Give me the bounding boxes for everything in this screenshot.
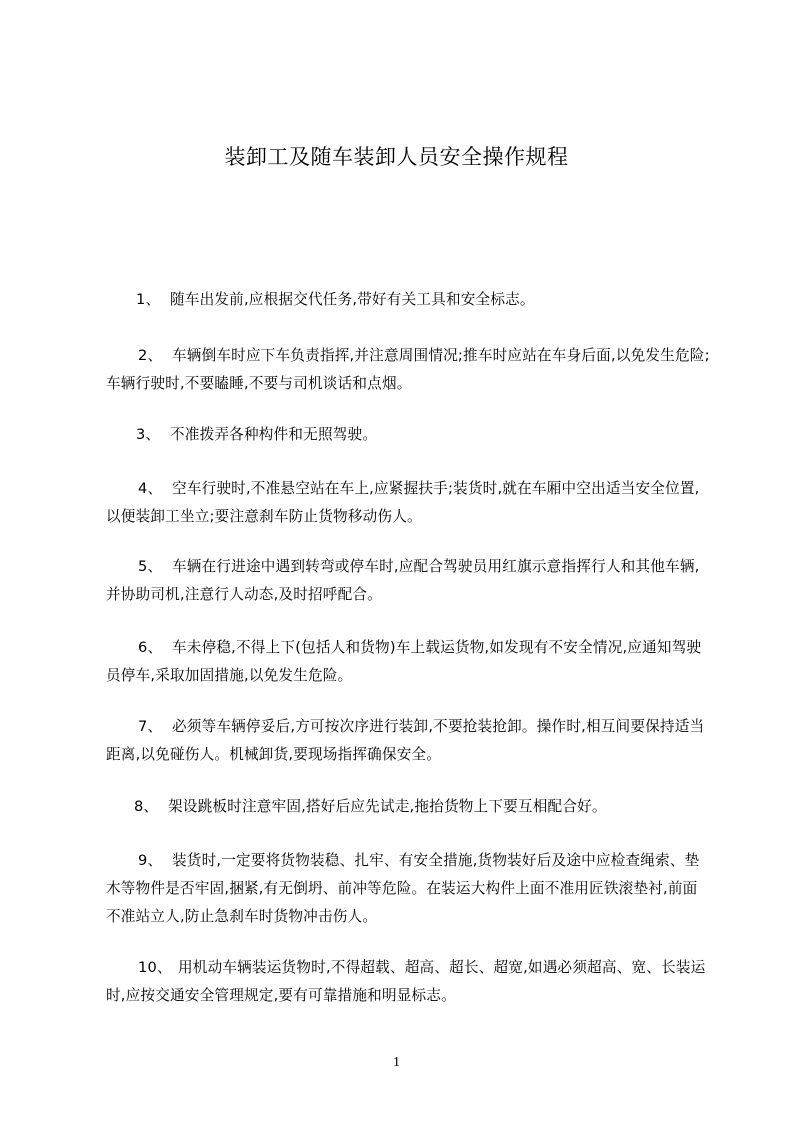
item-number: 10、: [138, 959, 172, 976]
list-item: [106, 475, 710, 531]
item-text: 空车行驶时,不准悬空站在车上,应紧握扶手;装货时,就在车厢中空出适当安全位置,以便装卸工坐立;要注意刹车防止货物移动伤人。: [106, 480, 700, 525]
item-text: 架设跳板时注意牢固,搭好后应先试走,拖抬货物上下要互相配合好。: [168, 798, 607, 815]
item-number: 6、: [138, 639, 163, 656]
item-number: 1、: [136, 291, 161, 308]
list-item: [106, 713, 710, 769]
document-title: 装卸工及随车装卸人员安全操作规程: [224, 145, 569, 169]
item-text: 随车出发前,应根据交代任务,带好有关工具和安全标志。: [170, 291, 535, 308]
item-number: 8、: [134, 798, 159, 815]
item-text: 不准拨弄各种构件和无照驾驶。: [170, 426, 378, 443]
item-number: 2、: [138, 347, 163, 364]
list-item: [106, 847, 710, 931]
list-item: [106, 342, 710, 398]
item-number: 9、: [138, 852, 163, 869]
item-text: 车未停稳,不得上下(包括人和货物)车上载运货物,如发现有不安全情况,应通知驾驶员停车,采取加固措施,以免发生危险。: [106, 639, 702, 684]
list-item: [106, 553, 710, 609]
item-text: 车辆倒车时应下车负责指挥,并注意周围情况;推车时应站在车身后面,以免发生危险;车辆行驶时,不要瞌睡,不要与司机谈话和点烟。: [106, 347, 710, 392]
list-item: [106, 421, 710, 449]
list-item: [106, 954, 710, 1010]
item-text: 装货时,一定要将货物装稳、扎牢、有安全措施,货物装好后及途中应检查绳索、垫木等物件是否牢固,捆紧,有无倒坍、前冲等危险。在装运大构件上面不准用匠铁滚垫衬,前面不准站立人,防止急刹车时货物冲击伤人。: [106, 852, 700, 925]
item-number: 5、: [138, 558, 163, 575]
list-item: [106, 634, 710, 690]
list-item: [106, 793, 710, 821]
list-item: [106, 286, 710, 314]
item-text: 必须等车辆停妥后,方可按次序进行装卸,不要抢装抢卸。操作时,相互间要保持适当距离,以免碰伤人。机械卸货,要现场指挥确保安全。: [106, 718, 705, 763]
item-text: 车辆在行进途中遇到转弯或停车时,应配合驾驶员用红旗示意指挥行人和其他车辆,并协助司机,注意行人动态,及时招呼配合。: [106, 558, 700, 603]
page-number: 1: [393, 1055, 400, 1070]
item-number: 4、: [138, 480, 163, 497]
item-number: 7、: [138, 718, 163, 735]
item-text: 用机动车辆装运货物时,不得超载、超高、超长、超宽,如遇必须超高、宽、长装运时,应按交通安全管理规定,要有可靠措施和明显标志。: [106, 959, 706, 1004]
item-number: 3、: [136, 426, 161, 443]
